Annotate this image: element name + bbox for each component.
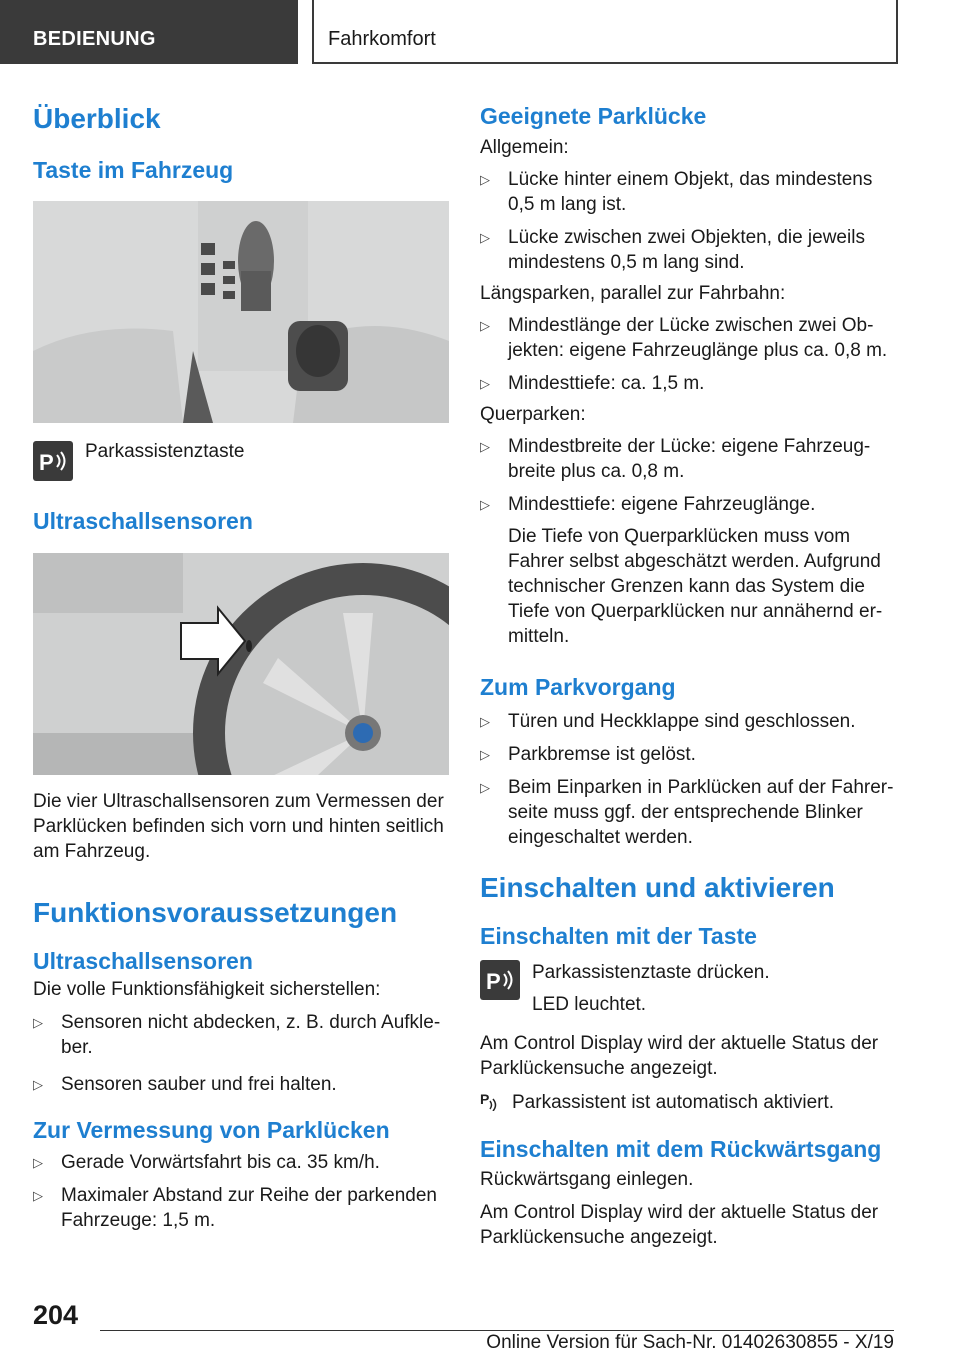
footer-divider [100, 1330, 894, 1331]
heading-suitable-gap: Geeignete Parklücke [480, 103, 707, 129]
display-status-text: Am Control Display wird der aktuelle Status der Parklückensuche angezeigt. [480, 1033, 879, 1079]
svg-text:P: P [39, 450, 54, 475]
header-section-tab [0, 0, 298, 64]
heading-measure: Zur Vermessung von Parklücken [33, 1117, 390, 1143]
parallel-label: Längsparken, parallel zur Fahrbahn: [480, 283, 786, 304]
left-column [33, 95, 449, 1233]
list-item: ▷ Lücke zwischen zwei Objekten, die jeweils mindestens 0,5 m lang sind. [480, 227, 865, 273]
parking-assistant-icon [480, 1089, 500, 1116]
bullet-icon: ▷ [33, 1155, 43, 1170]
auto-activated-text: Parkassistent ist automatisch aktiviert. [512, 1092, 835, 1113]
heading-reverse-gear: Einschalten mit dem Rückwärtsgang [480, 1136, 882, 1162]
bullet-icon: ▷ [33, 1188, 43, 1203]
heading-button: Taste im Fahrzeug [33, 157, 234, 183]
list-item: ▷ Sensoren nicht abdecken, z. B. durch Aufkle-ber. [33, 1012, 441, 1058]
cross-label: Querparken: [480, 404, 586, 425]
button-caption: Parkassistenztaste [85, 441, 245, 462]
heading-procedure: Zum Parkvorgang [480, 674, 676, 700]
parallel-list [480, 313, 900, 396]
button-caption-row [33, 441, 449, 481]
list-item: ▷ Lücke hinter einem Objekt, das mindestens 0,5 m lang ist. [480, 169, 873, 215]
list-item: ▷ Parkbremse ist gelöst. [480, 744, 696, 765]
right-column [480, 95, 900, 1250]
bullet-icon: ▷ [480, 172, 490, 187]
heading-switch-button: Einschalten mit der Taste [480, 923, 757, 949]
sensors-requirements-intro: Die volle Funktionsfähigkeit sicherstellen: [33, 979, 381, 1000]
list-item: ▷ Beim Einparken in Parklücken auf der Fahrer-seite muss ggf. der entsprechende Blinker eingeschaltet werden. [480, 777, 894, 848]
bullet-icon: ▷ [480, 780, 490, 795]
reverse-instruction: Rückwärtsgang einlegen. [480, 1169, 694, 1190]
footer-online-version: Online Version für Sach-Nr. 01402630855 - X/19 [486, 1332, 894, 1353]
list-item: ▷ Türen und Heckklappe sind geschlossen. [480, 711, 856, 732]
list-item: ▷ Sensoren sauber und frei halten. [33, 1074, 337, 1095]
sensors-description: Die vier Ultraschallsensoren zum Vermessen der Parklücken befinden sich vorn und hinten seitlich am Fahrzeug. [33, 791, 444, 862]
list-item: ▷ Mindesttiefe: eigene Fahrzeuglänge. [480, 494, 816, 515]
led-status: LED leuchtet. [532, 994, 647, 1015]
cross-note: Die Tiefe von Querparklücken muss vom Fahrer selbst abgeschätzt werden. Aufgrund technischer Grenzen kann das System die Tiefe von Querparklücken nur annähernd er-mitteln. [508, 526, 883, 647]
heading-overview: Überblick [33, 103, 161, 134]
heading-sensors: Ultraschallsensoren [33, 508, 253, 534]
header-chapter-tab [312, 0, 898, 64]
bullet-icon: ▷ [480, 230, 490, 245]
header-chapter-label: Fahrkomfort [328, 28, 436, 50]
header-section-label: BEDIENUNG [33, 28, 156, 50]
bullet-icon: ▷ [480, 714, 490, 729]
bullet-icon: ▷ [480, 497, 490, 512]
list-item: ▷ Gerade Vorwärtsfahrt bis ca. 35 km/h. [33, 1152, 380, 1173]
parking-assist-button-icon [33, 441, 73, 481]
heading-sensors-requirements: Ultraschallsensoren [33, 948, 253, 974]
list-item: ▷ Mindestlänge der Lücke zwischen zwei Ob-jekten: eigene Fahrzeuglänge plus ca. 0,8 m. [480, 315, 888, 361]
list-item: ▷ Mindestbreite der Lücke: eigene Fahrzeug-breite plus ca. 0,8 m. [480, 436, 871, 482]
list-item: ▷ Maximaler Abstand zur Reihe der parkenden Fahrzeuge: 1,5 m. [33, 1185, 437, 1231]
auto-activated-row [480, 1089, 900, 1116]
list-item: ▷ Mindesttiefe: ca. 1,5 m. [480, 373, 705, 394]
general-list [480, 167, 900, 275]
bullet-icon: ▷ [33, 1077, 43, 1092]
general-label: Allgemein: [480, 137, 569, 158]
press-button-row [480, 960, 900, 1017]
heading-switch-on: Einschalten und aktivieren [480, 872, 835, 903]
svg-text:P: P [480, 1091, 490, 1107]
heading-requirements: Funktionsvoraussetzungen [33, 897, 398, 928]
page-number: 204 [33, 1300, 79, 1330]
console-photo [33, 201, 449, 423]
bullet-icon: ▷ [480, 376, 490, 391]
svg-text:P: P [486, 969, 501, 994]
bullet-icon: ▷ [33, 1015, 43, 1030]
procedure-list [480, 709, 900, 850]
measure-list [33, 1150, 449, 1233]
display-status-text-2: Am Control Display wird der aktuelle Status der Parklückensuche angezeigt. [480, 1202, 879, 1248]
parking-assist-button-icon [480, 960, 520, 1000]
sensors-requirements-list [33, 1010, 449, 1097]
bullet-icon: ▷ [480, 439, 490, 454]
press-instruction: Parkassistenztaste drücken. [532, 962, 770, 983]
bullet-icon: ▷ [480, 747, 490, 762]
cross-list [480, 434, 900, 517]
sensor-photo [33, 553, 449, 775]
bullet-icon: ▷ [480, 318, 490, 333]
